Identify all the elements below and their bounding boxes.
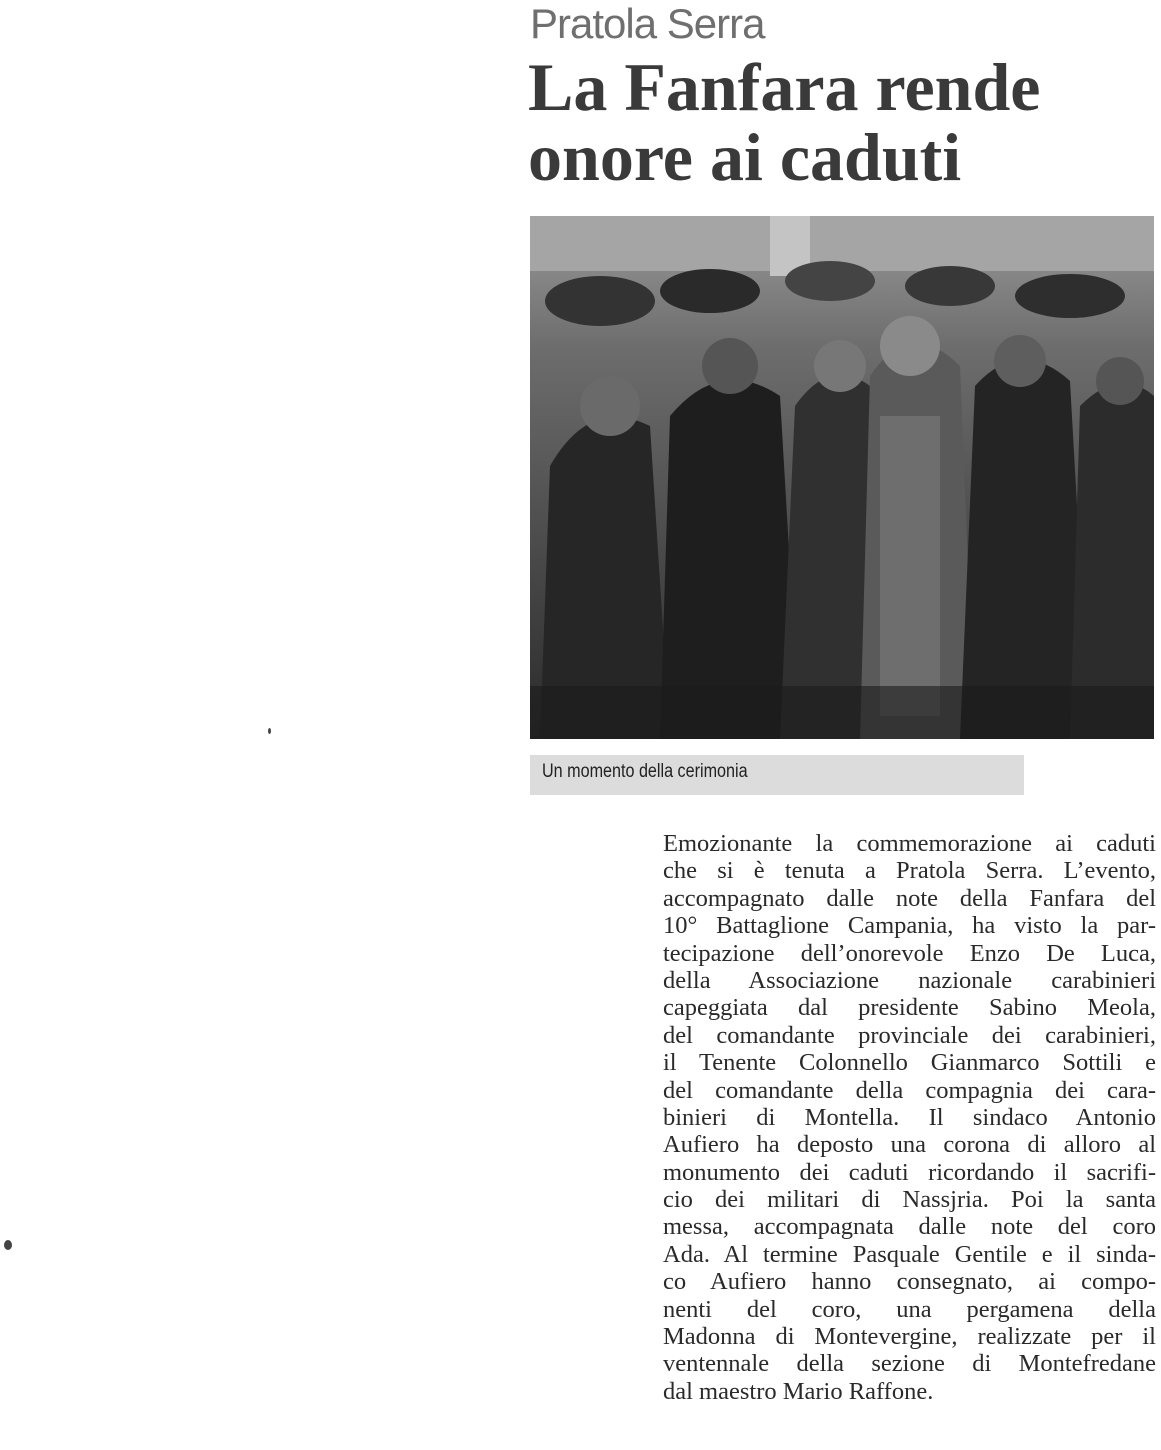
article-line: accompagnato dalle note della Fanfara del xyxy=(663,884,1156,912)
article-line: tecipazione dell’onorevole Enzo De Luca, xyxy=(663,939,1156,967)
article-line: co Aufiero hanno consegnato, ai compo- xyxy=(663,1268,1156,1296)
headline-line-2: onore ai caduti xyxy=(528,119,962,195)
scan-speck xyxy=(4,1240,12,1250)
article-line: dal maestro Mario Raffone. xyxy=(663,1377,934,1405)
caption-bar xyxy=(530,755,1024,795)
article-line: monumento dei caduti ricordando il sacrifi- xyxy=(663,1158,1156,1186)
headline xyxy=(528,49,1041,195)
headline-line-1: La Fanfara rende xyxy=(528,49,1041,125)
article-line: Aufiero ha deposto una corona di alloro al xyxy=(663,1131,1156,1159)
article-line: del comandante provinciale dei carabinieri, xyxy=(663,1021,1156,1049)
article-line: cio dei militari di Nassjria. Poi la santa xyxy=(663,1186,1156,1214)
article-line: che si è tenuta a Pratola Serra. L’evento, xyxy=(663,857,1156,885)
article-line: Madonna di Montevergine, realizzate per il xyxy=(663,1323,1156,1351)
photo-caption: Un momento della cerimonia xyxy=(542,761,748,782)
article-line: capeggiata dal presidente Sabino Meola, xyxy=(663,994,1156,1022)
article-line: nenti del coro, una pergamena della xyxy=(663,1295,1156,1323)
article-line: della Associazione nazionale carabinieri xyxy=(663,966,1156,994)
article-line: binieri di Montella. Il sindaco Antonio xyxy=(663,1103,1156,1131)
kicker: Pratola Serra xyxy=(530,0,765,47)
article-line: 10° Battaglione Campania, ha visto la par- xyxy=(663,912,1156,940)
scan-speck xyxy=(268,728,271,734)
article-line: ventennale della sezione di Montefredane xyxy=(663,1350,1156,1378)
article-line: Emozionante la commemorazione ai caduti xyxy=(663,830,1156,857)
article-line: Ada. Al termine Pasquale Gentile e il sinda- xyxy=(663,1240,1156,1268)
article-body xyxy=(663,830,1156,1405)
ceremony-photo xyxy=(530,216,1154,739)
article-line: il Tenente Colonnello Gianmarco Sottili e xyxy=(663,1049,1156,1077)
article-line: del comandante della compagnia dei cara- xyxy=(663,1076,1156,1104)
ceremony-photo-illustration xyxy=(530,216,1154,739)
article-line: messa, accompagnata dalle note del coro xyxy=(663,1213,1156,1241)
